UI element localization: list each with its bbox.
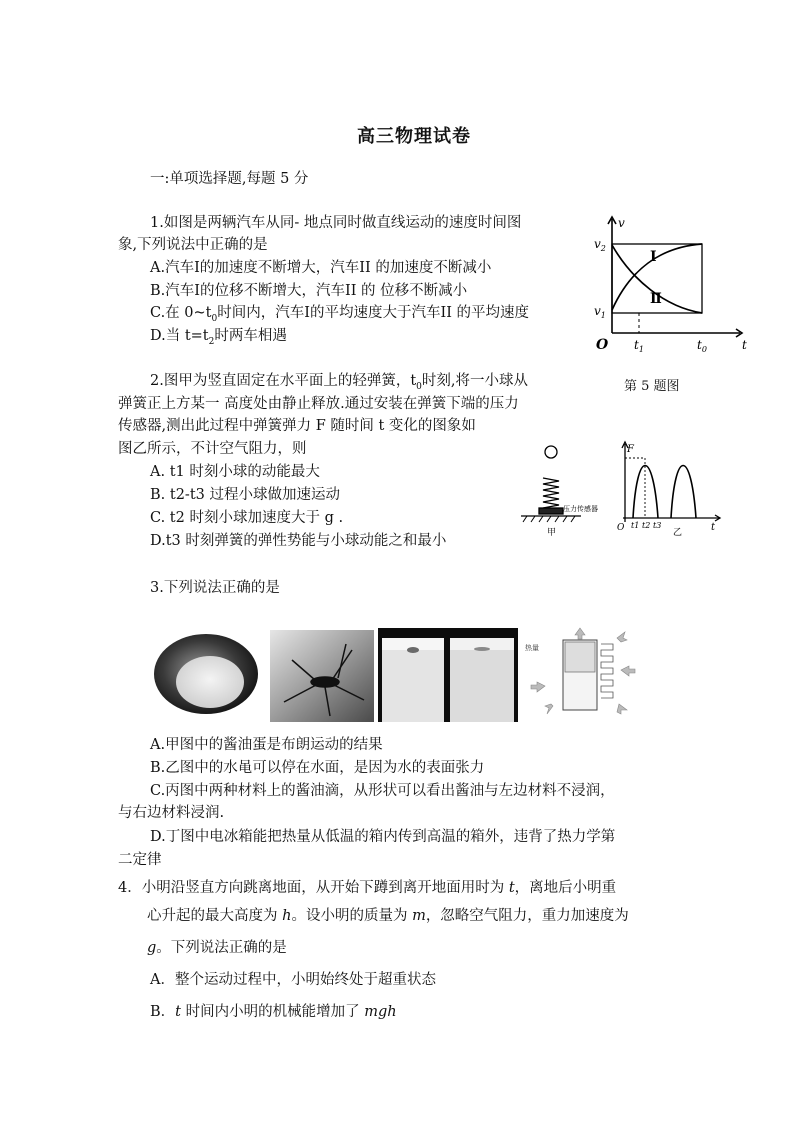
- label-t: t: [742, 338, 747, 352]
- label-curve-1: Ⅰ: [650, 249, 657, 265]
- fridge-heat-label: 热量: [525, 644, 539, 652]
- q2-stem-line2: 弹簧正上方某一 高度处由静止释放.通过安装在弹簧下端的压力: [118, 396, 519, 412]
- q3-option-d-line2: 二定律: [118, 852, 162, 868]
- photo-jia-soy-egg: [150, 630, 262, 720]
- q2-stem-line3: 传感器,测出此过程中弹簧弹力 F 随时间 t 变化的图象如: [118, 418, 476, 434]
- label-v2: $v_2$: [594, 237, 606, 253]
- q4-stem-line1: 4．小明沿竖直方向跳离地面，从开始下蹲到离开地面用时为 t，离地后小明重: [118, 880, 617, 896]
- q1-figure-caption: 第 5 题图: [624, 379, 680, 394]
- q1-option-d: D.当 $t=t_2$时两车相遇: [150, 328, 287, 347]
- q2-stem-line4: 图乙所示，不计空气阻力，则: [118, 441, 307, 457]
- label-t1: $t_1$: [634, 338, 644, 354]
- label-curve-2: Ⅱ: [650, 291, 662, 307]
- q1-option-a: A.汽车Ⅰ的加速度不断增大，汽车II 的加速度不断减小: [150, 260, 492, 276]
- q2-option-a: A. t1 时刻小球的动能最大: [150, 464, 320, 480]
- q1-option-c: C.在 $0\sim t_0$时间内，汽车Ⅰ的平均速度大于汽车II 的平均速度: [150, 305, 530, 324]
- q1-stem-line2: 象,下列说法中正确的是: [118, 237, 268, 253]
- q2-force-graph: [615, 438, 725, 538]
- q1-stem-line1: 1.如图是两辆汽车从同- 地点同时做直线运动的速度时间图: [150, 215, 522, 231]
- label-v: v: [618, 216, 625, 230]
- spring: [543, 478, 559, 508]
- q3-stem: 3.下列说法正确的是: [150, 580, 280, 596]
- label-origin: O: [617, 523, 625, 533]
- q2-option-d: D.t3 时刻弹簧的弹性势能与小球动能之和最小: [150, 533, 447, 549]
- q3-option-a: A.甲图中的酱油蛋是布朗运动的结果: [150, 737, 383, 753]
- sensor-label: 压力传感器: [563, 505, 598, 513]
- q1-option-b: B.汽车Ⅰ的位移不断增大，汽车II 的 位移不断减小: [150, 283, 468, 299]
- q2-spring-figure: [515, 438, 615, 538]
- photo-bing-materials: [378, 628, 518, 722]
- label-origin: O: [596, 337, 609, 353]
- label-jia: 甲: [547, 528, 557, 538]
- q2-option-c: C. t2 时刻小球加速度大于 g .: [150, 510, 344, 526]
- q3-option-d-line1: D.丁图中电冰箱能把热量从低温的箱内传到高温的箱外，违背了热力学第: [150, 829, 616, 845]
- label-v1: $v_1$: [594, 304, 606, 320]
- q4-option-a: A．整个运动过程中，小明始终处于超重状态: [150, 972, 436, 988]
- ball: [545, 446, 557, 458]
- force-pulse-2: [671, 466, 696, 519]
- q4-option-b: B．t 时间内小明的机械能增加了 mgh: [150, 1004, 397, 1020]
- label-t: t: [711, 522, 716, 533]
- label-t2: t2: [642, 521, 651, 530]
- q2-option-b: B. t2-t3 过程小球做加速运动: [150, 487, 340, 503]
- q1-vt-graph: [590, 215, 750, 360]
- q2-stem-line1: 2.图甲为竖直固定在水平面上的轻弹簧，$t_0$时刻,将一小球从: [150, 373, 529, 392]
- q4-stem-line3: g。下列说法正确的是: [147, 940, 287, 956]
- force-pulse-1: [633, 466, 658, 519]
- q4-stem-line2: 心升起的最大高度为 h。设小明的质量为 m，忽略空气阻力，重力加速度为: [147, 908, 629, 924]
- label-yi: 乙: [673, 528, 683, 538]
- page-title: 高三物理试卷: [357, 126, 471, 147]
- section-heading: 一:单项选择题,每题 5 分: [150, 171, 309, 187]
- photo-yi-water-strider: [270, 630, 374, 722]
- q3-option-c-line1: C.丙图中两种材料上的酱油滴，从形状可以看出酱油与左边材料不浸润，: [150, 783, 615, 799]
- label-t0: $t_0$: [697, 338, 707, 354]
- q3-option-b: B.乙图中的水黾可以停在水面，是因为水的表面张力: [150, 760, 485, 776]
- pressure-sensor: [539, 508, 563, 514]
- label-F: F: [627, 444, 634, 455]
- q3-option-c-line2: 与右边材料浸润.: [118, 805, 225, 821]
- photo-ding-fridge: [523, 626, 643, 722]
- label-t1: t1: [631, 521, 640, 530]
- label-t3: t3: [653, 521, 662, 530]
